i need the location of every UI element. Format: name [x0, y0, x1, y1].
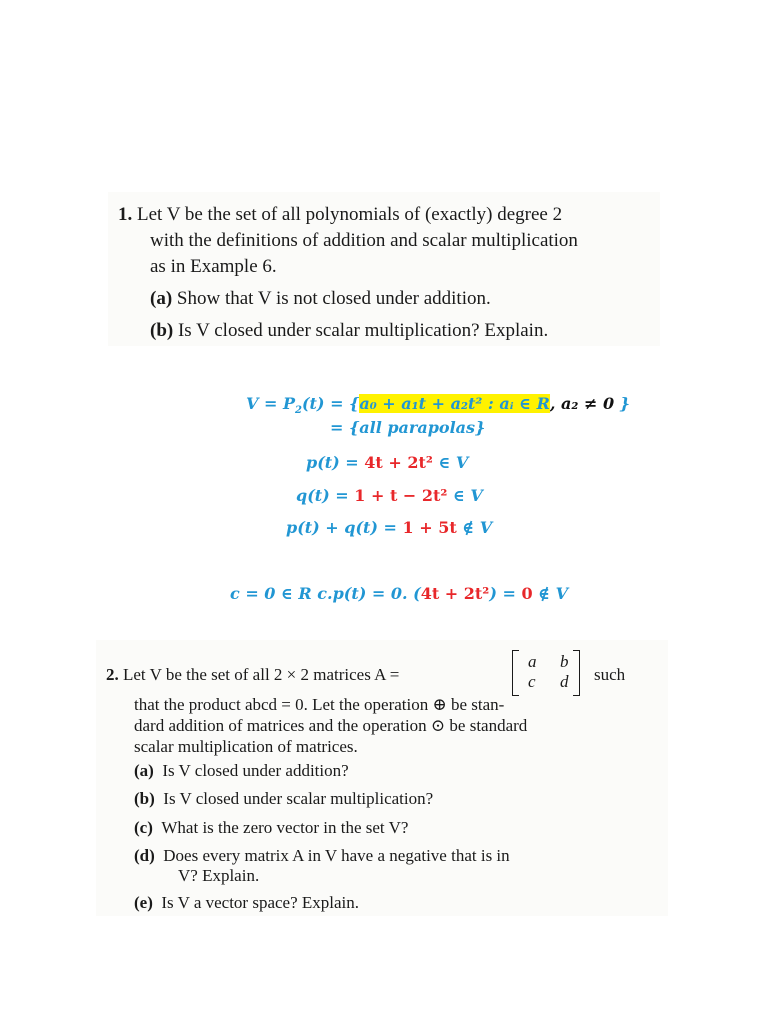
problem-2-line-2: that the product abcd = 0. Let the operation ⊕ be stan- [134, 695, 505, 714]
p2-part-e-text: Is V a vector space? Explain. [161, 893, 360, 912]
p2-part-e-label: (e) [134, 893, 153, 912]
part-a-text: Show that V is not closed under addition. [176, 288, 491, 309]
problem-2-such: such [594, 665, 626, 684]
problem-2-line-4: scalar multiplication of matrices. [134, 737, 358, 756]
problem-2-part-a [134, 760, 349, 782]
problem-2-part-e [134, 892, 359, 914]
problem-1-line-3: as in Example 6. [150, 256, 277, 277]
problem-2-line-1 [106, 664, 399, 686]
p2-part-b-label: (b) [134, 789, 155, 808]
problem-2-line-3: dard addition of matrices and the operation ⊙ be standard [134, 716, 528, 735]
scalar-part-a: c = 0 ∈ R c.p(t) = 0. ( [230, 584, 421, 603]
scalar-part-c: ) = [489, 584, 522, 603]
problem-2-part-b [134, 788, 433, 810]
problem-2-number: 2. [106, 665, 119, 684]
q-in: ∈ V [447, 486, 483, 505]
problem-1-part-b [150, 320, 548, 342]
solution-q-def [296, 486, 483, 505]
solution-v-def-left: V = P [246, 394, 295, 413]
solution-v-def-end: } [614, 394, 630, 413]
part-b-label: (b) [150, 320, 174, 341]
p2-part-a-label: (a) [134, 761, 154, 780]
scalar-notin: ∉ V [532, 584, 568, 603]
problem-2-intro: Let V be the set of all 2 × 2 matrices A = [123, 665, 400, 684]
p-in: ∈ V [432, 453, 469, 472]
problem-1-text-1: Let V be the set of all polynomials of (exactly) degree 2 [137, 204, 563, 225]
solution-scalar [230, 584, 568, 603]
scalar-part-b: 4t + 2t² [420, 584, 490, 603]
solution-sum [286, 518, 492, 537]
problem-1-number: 1. [118, 204, 133, 225]
matrix-cell-b: b [560, 652, 569, 671]
p2-part-c-label: (c) [134, 818, 153, 837]
matrix-cell-c: c [528, 672, 536, 691]
problem-1-line-2: with the definitions of addition and scalar multiplication [150, 230, 578, 251]
sum-notin: ∉ V [456, 518, 493, 537]
problem-2-part-d-cont: V? Explain. [178, 866, 260, 885]
part-a-label: (a) [150, 288, 173, 309]
solution-v-def-sub: 2 [295, 405, 302, 417]
solution-line-2: = {all parapolas} [330, 418, 486, 437]
problem-1-excerpt [108, 192, 660, 346]
scalar-zero: 0 [521, 584, 533, 603]
solution-line-1 [246, 394, 630, 416]
solution-v-def-condition: , a₂ ≠ 0 [549, 394, 615, 413]
matrix-cell-d: d [560, 672, 569, 691]
solution-v-def-highlight: a₀ + a₁t + a₂t² : aᵢ ∈ R [359, 394, 550, 413]
q-lhs: q(t) = [296, 486, 355, 505]
solution-p-def [306, 453, 468, 472]
problem-2-part-c [134, 817, 408, 839]
p2-part-a-text: Is V closed under addition? [162, 761, 349, 780]
problem-1-line-1 [118, 204, 562, 226]
matrix-cell-a: a [528, 652, 537, 671]
p2-part-c-text: What is the zero vector in the set V? [161, 818, 409, 837]
matrix-a [512, 650, 580, 696]
p-lhs: p(t) = [306, 453, 365, 472]
problem-2-part-d [134, 845, 510, 867]
solution-v-def-mid: (t) = { [301, 394, 360, 413]
sum-rhs: 1 + 5t [402, 518, 457, 537]
p-rhs: 4t + 2t² [364, 453, 433, 472]
q-rhs: 1 + t − 2t² [354, 486, 448, 505]
problem-2-excerpt [96, 640, 668, 916]
p2-part-b-text: Is V closed under scalar multiplication? [163, 789, 434, 808]
p2-part-d-text: Does every matrix A in V have a negative that is in [163, 846, 510, 865]
part-b-text: Is V closed under scalar multiplication? Explain. [177, 320, 549, 341]
sum-lhs: p(t) + q(t) = [286, 518, 403, 537]
matrix-left-bracket [512, 650, 519, 696]
p2-part-d-label: (d) [134, 846, 155, 865]
matrix-right-bracket [573, 650, 580, 696]
problem-1-part-a [150, 288, 491, 310]
